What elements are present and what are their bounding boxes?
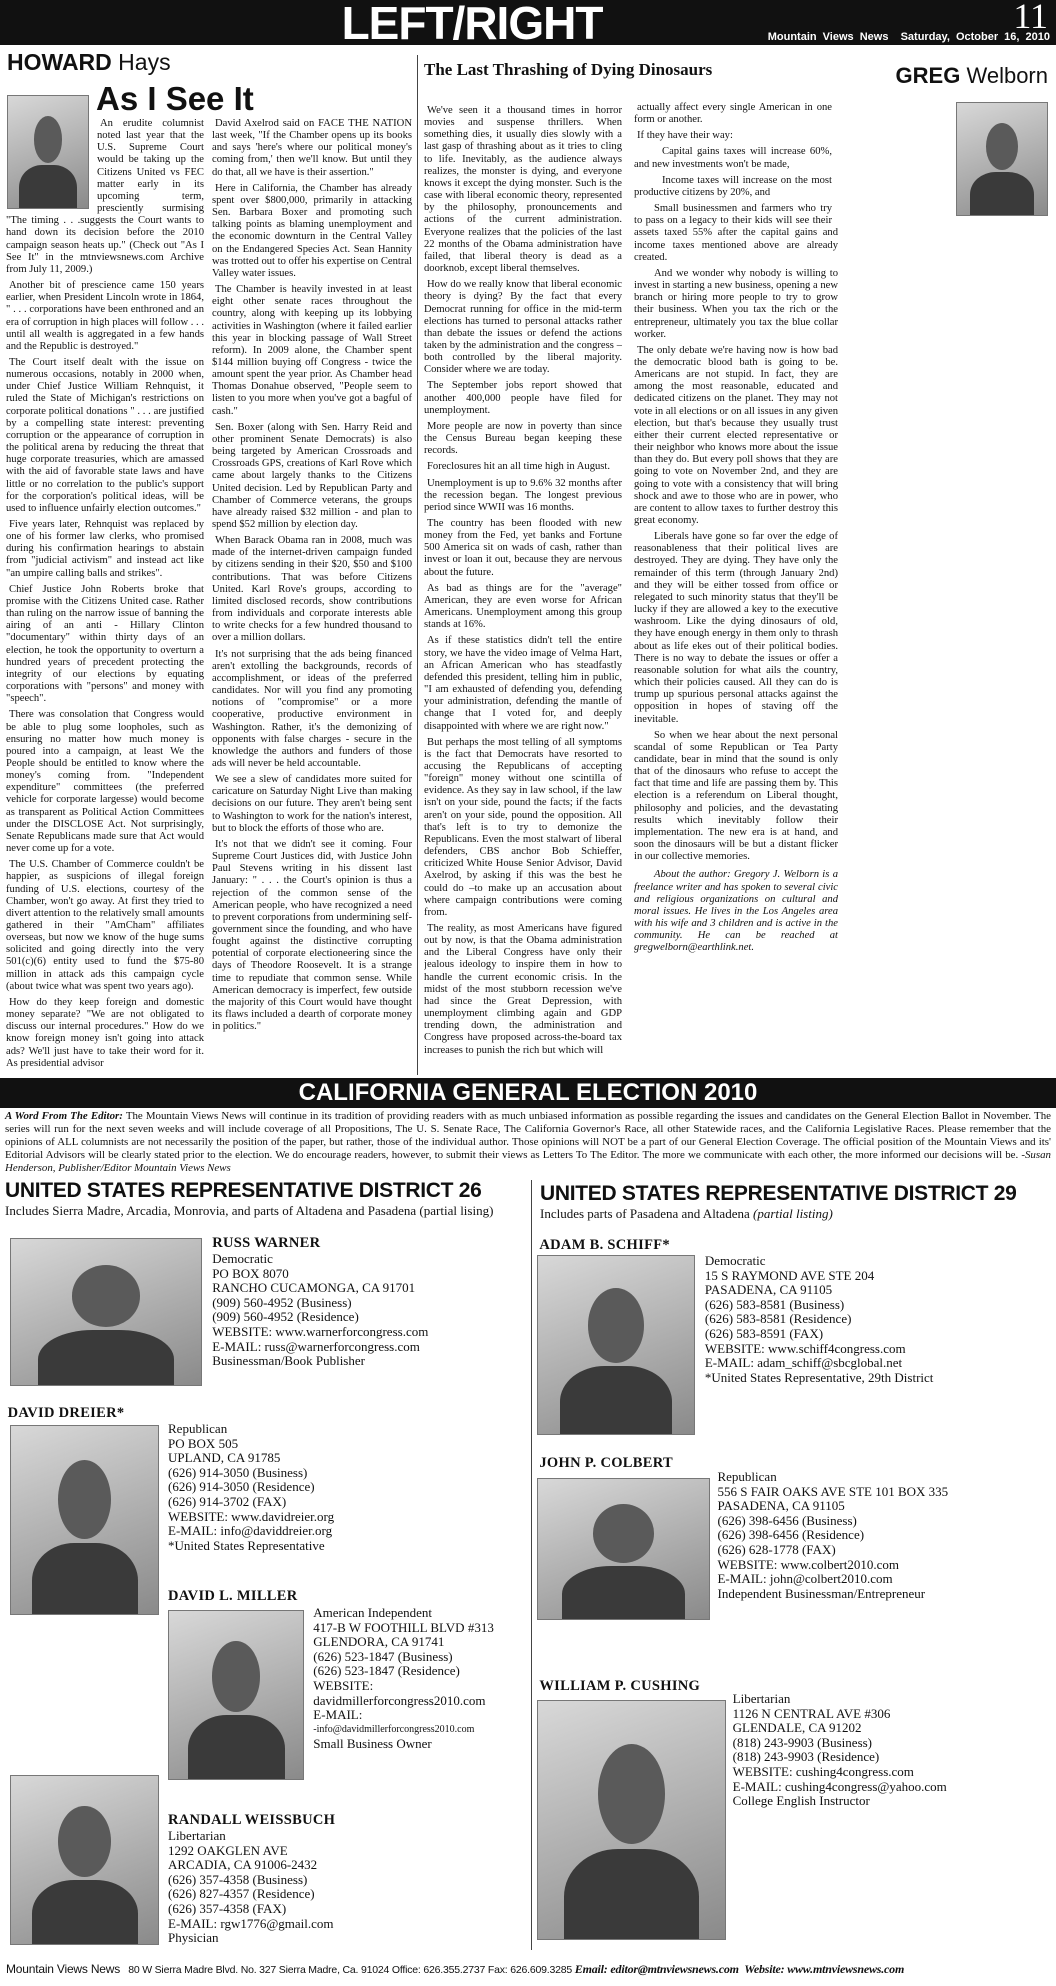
paragraph: Income taxes will increase on the most productive citizens by 20%, and bbox=[634, 174, 832, 198]
paragraph: The country has been flooded with new money from the Fed, yet banks and Fortune 500 America sit on wads of cash, rather than invest or loan it out, because they are nervous about the future. bbox=[424, 518, 622, 578]
editor-note bbox=[5, 1110, 1051, 1175]
candidate-photo bbox=[168, 1610, 304, 1780]
paragraph: Five years later, Rehnquist was replaced by one of his former law clerks, who promised during his confirmation hearings to abstain from "judicial activism" and instead act like "an umpire calling balls and strikes". bbox=[6, 519, 204, 579]
candidate-info-line: Independent Businessman/Entrepreneur bbox=[717, 1585, 926, 1601]
candidate-info-line: E-MAIL: john@colbert2010.com bbox=[717, 1571, 893, 1587]
right-author-byline bbox=[896, 64, 1048, 88]
candidate-info-line: WEBSITE: www.davidreier.org bbox=[168, 1508, 335, 1524]
paragraph: But perhaps the most telling of all symptoms is the fact that Democrats have resorted to accusing the Republicans of accepting "foreign" money without one scintilla of evidence. As they say in law school, if the law isn't on your side, pound the facts; if the facts aren't on your side, pound the opposition. All that's left is to try to demonize the Republicans. Even the most stalwart of liberal defenders, CBS anchor Bob Schieffer, criticized White House Senior Advisor, David Axelrod, by asking if this was the best he could do –to make up an accusation about where campaign contributions were coming from. bbox=[424, 736, 622, 918]
candidate-info-line: (626) 583-8581 (Business) bbox=[704, 1296, 845, 1312]
candidate-info-line: (626) 827-4357 (Residence) bbox=[168, 1886, 315, 1902]
candidate-info-line: Libertarian bbox=[168, 1828, 226, 1843]
paragraph: The Court itself dealt with the issue on numerous occasions, notably in 2000 when, under Chief Justice William Rehnquist, it ruled the State of Michigan's restrictions on corporate political donations " . . . are justified by a compelling state interest: preventing corruption or the appearance of corruption in the political arena by reducing the threat that huge corporate treasuries, which are amassed with the aid of favorable state laws and have little or no correlation to the public's support for the corporation's political ideas, will be used to influence unfairly election outcomes." bbox=[6, 356, 204, 514]
candidate-name: RUSS WARNER bbox=[212, 1235, 321, 1251]
candidate-info-line: College English Instructor bbox=[732, 1793, 870, 1809]
candidate-info-line: Businessman/Book Publisher bbox=[212, 1353, 365, 1369]
paragraph: When Barack Obama ran in 2008, much was made of the internet-driven campaign funded by citizens sending in their $20, $50 and $100 contributions. That was before Citizens United. Karl Rove's groups, according to limited disclosed records, show contributions from individuals and corporate interests able to write checks for a few hundred thousand to over a million dollars. bbox=[212, 535, 412, 644]
candidate-info-line: American Independent bbox=[313, 1605, 433, 1620]
election-banner: CALIFORNIA GENERAL ELECTION 2010 bbox=[0, 1078, 1056, 1108]
candidate-info-line: (626) 523-1847 (Residence) bbox=[313, 1663, 460, 1679]
paragraph: Small businessmen and farmers who try to pass on a legacy to their kids will see their assets taxed 55% after the capital gains and income taxes mentioned above are already created. bbox=[634, 203, 838, 263]
publication-name: Mountain Views News bbox=[767, 31, 889, 43]
paragraph: Foreclosures hit an all time high in August. bbox=[427, 461, 611, 473]
candidate-info-line: 1292 OAKGLEN AVE bbox=[168, 1842, 288, 1858]
candidate-info-line: (909) 560-4952 (Business) bbox=[212, 1294, 352, 1310]
candidate-info-line: Republican bbox=[168, 1421, 228, 1436]
candidate-info-line: *United States Representative, 29th District bbox=[704, 1369, 934, 1385]
candidate-info-line: (626) 398-6456 (Business) bbox=[717, 1512, 857, 1528]
candidate-info-line: (626) 523-1847 (Business) bbox=[313, 1648, 453, 1664]
candidate-photo bbox=[10, 1238, 202, 1386]
paragraph: Liberals have gone so far over the edge of reasonableness that their political lives are destroyed. They are dying. They have only the remainder of this term (through January 2nd) and they will be either tossed from office or relegated to such minority status that they'll be lucky if they are allowed a key to the executive washroom. Like the dying dinosaurs of old, they have enough energy in them only to thrash about as life ekes out of their political bodies. There is no way to debate the issues or offer a reasonable solution for what ails the country, which their policies caused. All they can do is trump up spurious personal attacks against the opposition in hopes of staving off the inevitable. bbox=[634, 531, 838, 725]
paragraph: The reality, as most Americans have figured out by now, is that the Obama administration and the Liberal Congress have only their jealous ideology to inspire them in how to handle the current economic crisis. In the midst of the most stubborn recession we've had since the Great Depression, with unemployment climbing again and GDP trending down, the administration and Congress have proposed across-the-board tax increases to punish the rich but which will bbox=[424, 923, 622, 1056]
candidate-info-line: Libertarian bbox=[732, 1691, 791, 1706]
candidate-photo bbox=[537, 1478, 710, 1620]
candidate-info-line: UPLAND, CA 91785 bbox=[168, 1450, 281, 1466]
paragraph: actually affect every single American in one form or another. bbox=[634, 102, 832, 126]
masthead bbox=[768, 31, 1050, 43]
candidate-info-line: PO BOX 8070 bbox=[212, 1265, 289, 1281]
district-29-title: UNITED STATES REPRESENTATIVE DISTRICT 29 bbox=[540, 1182, 1017, 1205]
candidate-name: RANDALL WEISSBUCH bbox=[168, 1812, 336, 1828]
left-author-byline bbox=[7, 50, 171, 74]
paragraph: How do we really know that liberal economic theory is dying? By the fact that every Democrat running for office in the mid-term elections has turned to personal attacks rather than debate the issues or defend the actions taken by the administration and the congress – both controlled by the liberal majority. Consider where we are today. bbox=[424, 279, 622, 376]
candidate-photo bbox=[10, 1425, 159, 1615]
candidate-info-line: 556 S FAIR OAKS AVE STE 101 BOX 335 bbox=[717, 1483, 949, 1499]
candidate-info-line: (626) 357-4358 (FAX) bbox=[168, 1900, 287, 1916]
candidate-info-line: WEBSITE: www.warnerforcongress.com bbox=[212, 1323, 429, 1339]
candidate-info-line: (626) 914-3702 (FAX) bbox=[168, 1493, 287, 1509]
candidate-info-line: Small Business Owner bbox=[313, 1736, 432, 1752]
left-article-col1 bbox=[6, 118, 204, 1093]
paragraph: Sen. Boxer (along with Sen. Harry Reid and other prominent Senate Democrats) is also being targeted by American Crossroads and Crossroads GPS, creations of Karl Rove which came about largely thanks to the Citizens United decision. Led by Republican Party and Chamber of Commerce veterans, the groups have already raised $32 million - and plan to spend $52 million by election day. bbox=[212, 421, 412, 530]
candidate-info-line: WEBSITE: www.schiff4congress.com bbox=[704, 1340, 906, 1356]
candidate-name: ADAM B. SCHIFF* bbox=[539, 1237, 670, 1253]
candidate-info bbox=[168, 1422, 334, 1553]
candidate-info-line: WEBSITE: bbox=[313, 1677, 374, 1693]
candidate-info-line: RANCHO CUCAMONGA, CA 91701 bbox=[212, 1280, 416, 1296]
candidate-info-line: E-MAIL: info@daviddreier.org bbox=[168, 1523, 333, 1539]
about-the-author: About the author: Gregory J. Welborn is a freelance writer and has spoken to several civic and religious organizations on cultural and moral issues. He lives in the Los Angeles area with his wife and 3 children and is active in the community. He can be reached at gregwelborn@earthlink.net. bbox=[634, 869, 838, 954]
candidate-info-line: *United States Representative bbox=[168, 1537, 325, 1553]
paragraph: As bad as things are for the "average" American, they are even worse for African Americans. Unemployment among this group stands at 16%. bbox=[424, 582, 622, 631]
candidate-info-line: PASADENA, CA 91105 bbox=[704, 1282, 833, 1298]
paragraph: As if these statistics didn't tell the entire story, we have the video image of Velma Hart, an African American who has steadfastly defended this president, telling him in public, "I am exhausted of defending you, defending your administration, defending the mantle of change that I voted for, and deeply disappointed with where we are right now." bbox=[424, 635, 622, 732]
candidate-info-line: WEBSITE: cushing4congress.com bbox=[732, 1763, 914, 1779]
author-first: GREG bbox=[895, 63, 961, 88]
author-first: HOWARD bbox=[7, 49, 112, 75]
paragraph: The only debate we're having now is how bad the democratic blood bath is going to be. Americans are not stupid. In fact, they are among the most reasonable, educated and dedicated citizens on the planet. They may not vote in all elections or on all issues in any given election, but that's because they usually trust either their current elected representative or their neighbor who knows more about the issue than they do. But every poll shows that they are going to vote on November 2nd, and they are going to vote with a consistency that will bring shock and awe to those who are in power, who are content to allow taxes to further destroy this great economy. bbox=[634, 344, 838, 526]
right-article-col4 bbox=[634, 102, 1050, 1092]
paragraph: The September jobs report showed that another 400,000 people have filed for unemployment. bbox=[424, 380, 622, 416]
paragraph: We've seen it a thousand times in horror movies and suspense thrillers. When something dies, it usually dies slowly with a last gasp of thrashing about as it tries to cling to life. Inevitably, as the audience always realizes, the monster is dying, and everyone knows it except the dying monster. Such is the case with liberal economic theory, represented by the philosophy, pronouncements and actions of the current administration. Everyone realizes that the policies of the last 22 months of the Obama administration have failed, that liberal theory is dead as a doorknob, except liberal themselves. bbox=[424, 105, 622, 275]
candidate-info-line: ARCADIA, CA 91006-2432 bbox=[168, 1857, 318, 1873]
candidate-info-line: davidmillerforcongress2010.com bbox=[313, 1692, 486, 1708]
paragraph: The Chamber is heavily invested in at least eight other senate races throughout the country, along with keeping up its lobbying activities in Washington (where it failed earlier this year in blocking passage of Wall Street reform). In 2009 alone, the Chamber spent $144 million buying off Congress - twice the amount spent the year prior. As Chamber head Thomas Donahue observed, "People seem to listen to you more when you've got a bagful of cash." bbox=[212, 284, 412, 417]
candidate-info bbox=[168, 1829, 334, 1946]
paragraph: It's not that we didn't see it coming. Four Supreme Court Justices did, with Justice John Paul Stevens writing in his dissent last January: " . . . the Court's opinion is thus a rejection of the common sense of the American people, who have recognized a need to prevent corporations from undermining self-government since the founding, and who have fought against the distinctive corrupting potential of corporate electioneering since the days of Theodore Roosevelt. It is a strange time to repudiate that common sense. While American democracy is imperfect, few outside the majority of this Court would have thought its flaws included a dearth of corporate money in politics." bbox=[212, 838, 412, 1033]
district-29-subtitle: Includes parts of Pasadena and Altadena (partial listing) bbox=[540, 1206, 833, 1221]
candidate-info-line: Republican bbox=[717, 1469, 777, 1484]
candidate-info-line: (818) 243-9903 (Residence) bbox=[732, 1749, 880, 1765]
right-article-title: The Last Thrashing of Dying Dinosaurs bbox=[424, 60, 713, 79]
candidate-info-line: (626) 583-8591 (FAX) bbox=[704, 1325, 824, 1341]
candidate-name: JOHN P. COLBERT bbox=[539, 1455, 673, 1471]
district-divider bbox=[531, 1180, 532, 1950]
candidate-info-line: PO BOX 505 bbox=[168, 1435, 239, 1451]
candidate-info bbox=[313, 1606, 494, 1752]
section-title: LEFT/RIGHT bbox=[341, 0, 603, 49]
paragraph: Chief Justice John Roberts broke that promise with the Citizens United case. Rather than ruling on the narrow issue of banning the airing of an anti - Hillary Clinton "documentary" within thirty days of an election, he took the opportunity to overturn a hundred years of precedent protecting the integrity of our elections by equating corporations with "persons" and money with "speech". bbox=[6, 583, 204, 705]
candidate-info bbox=[733, 1692, 947, 1809]
candidate-info-line: 15 S RAYMOND AVE STE 204 bbox=[704, 1267, 875, 1283]
paragraph: Unemployment is up to 9.6% 32 months after the recession began. The longest previous period since WWII was 16 months. bbox=[424, 477, 622, 513]
candidate-name: DAVID L. MILLER bbox=[168, 1588, 298, 1604]
paragraph: We see a slew of candidates more suited for caricature on Saturday Night Live than making decisions on our future. They aren't being sent to Washington to work for the nation's interest, but to block the efforts of those who are. bbox=[212, 774, 412, 834]
footer-name: Mountain Views News bbox=[6, 1962, 121, 1976]
candidate-info-line: Democratic bbox=[704, 1253, 766, 1268]
candidate-info-line: (626) 914-3050 (Business) bbox=[168, 1464, 308, 1480]
candidate-info-line: E-MAIL: adam_schiff@sbcglobal.net bbox=[704, 1355, 903, 1371]
candidate-photo bbox=[537, 1255, 695, 1435]
candidate-info-line: (626) 583-8581 (Residence) bbox=[704, 1311, 852, 1327]
candidate-info-line: PASADENA, CA 91105 bbox=[717, 1498, 845, 1514]
district-26-subtitle: Includes Sierra Madre, Arcadia, Monrovia, and parts of Altadena and Pasadena (partial lising) bbox=[5, 1203, 494, 1218]
candidate-info-line: (626) 914-3050 (Residence) bbox=[168, 1479, 315, 1495]
right-article-col3 bbox=[424, 105, 622, 1095]
candidate-photo bbox=[10, 1775, 159, 1945]
paragraph: And we wonder why nobody is willing to invest in starting a new business, opening a new branch or hiring more people to try to grow their business. When you tax the rich or the entrepreneur, ultimately you tax the blue collar worker. bbox=[634, 267, 838, 340]
paragraph: How do they keep foreign and domestic money separate? "We are not obligated to discuss our internal procedures." How do we know foreign money isn't going into attack ads? We'll just have to take their word for it. As presidential advisor bbox=[6, 996, 204, 1069]
editor-note-label: A Word From The Editor: bbox=[5, 1110, 123, 1122]
left-article-col2 bbox=[212, 118, 412, 1093]
candidate-info-line: (909) 560-4952 (Residence) bbox=[212, 1309, 359, 1325]
footer bbox=[6, 1962, 1052, 1977]
paragraph: An erudite columnist noted last year that the U.S. Supreme Court would be taking up the Citizens United vs FEC matter early in its upcoming term, presciently surmising "The timing . . .suggests the Court wants to hand down its decision before the 2010 campaign season heats up." (Check out "As I See It" in the mtnviewsnews.com Archive from July 11, 2009.) bbox=[6, 118, 204, 275]
editor-signature: -Susan Henderson, Publisher/Editor Mountain Views News bbox=[5, 1149, 1051, 1174]
candidate-info-line: (626) 398-6456 (Residence) bbox=[717, 1527, 865, 1543]
candidate-info-line: GLENDALE, CA 91202 bbox=[732, 1720, 862, 1736]
candidate-info-line: E-MAIL: bbox=[313, 1707, 363, 1723]
footer-website[interactable]: Website: www.mtnviewsnews.com bbox=[744, 1962, 905, 1976]
page-number: 11 bbox=[1013, 0, 1048, 36]
paragraph: So when we hear about the next personal scandal of some Republican or Tea Party candidate, bear in mind that the sound is only that of the dinosaurs who refuse to accept the fact that time and life are passing them by. This election is a referendum on Liberal thought, philosophy and policies, and the devastating results which inevitably follow their implementation. The new era is at hand, and soon the dinosaurs will be but a distant flicker in our collective memories. bbox=[634, 729, 838, 863]
paragraph: Capital gains taxes will increase 60%, and new investments won't be made, bbox=[634, 146, 832, 170]
candidate-info-line: 417-B W FOOTHILL BLVD #313 bbox=[313, 1619, 494, 1635]
candidate-info-line: GLENDORA, CA 91741 bbox=[313, 1634, 445, 1650]
paragraph: The U.S. Chamber of Commerce couldn't be happier, as suspicions of illegal foreign funding of U.S. elections, courtesy of the Chamber, won't go away. At first they tried to divert attention to the relatively small amounts gathered in their "AmCham" affiliates overseas, but now we know of the huge sums solicited and going directly into the very 501(c)(6) entity used to fund the $75-80 million in attack ads this campaign cycle (about twice what was spent two years ago). bbox=[6, 859, 204, 992]
candidate-info bbox=[717, 1470, 948, 1601]
author-last: Welborn bbox=[966, 63, 1048, 88]
district-26-title: UNITED STATES REPRESENTATIVE DISTRICT 26 bbox=[5, 1179, 482, 1202]
column-title: As I See It bbox=[96, 80, 254, 117]
candidate-info-line: WEBSITE: www.colbert2010.com bbox=[717, 1556, 899, 1572]
candidate-info-line: (818) 243-9903 (Business) bbox=[732, 1734, 873, 1750]
candidate-name: DAVID DREIER* bbox=[7, 1405, 125, 1421]
candidate-info bbox=[212, 1252, 428, 1369]
paragraph: Another bit of prescience came 150 years earlier, when President Lincoln wrote in 1864, " . . . corporations have been enthroned and an era of corruption in high places will follow . . . until all wealth is aggregated in a few hands and the Republic is destroyed." bbox=[6, 280, 204, 352]
paragraph: David Axelrod said on FACE THE NATION last week, "If the Chamber opens up its books and says 'here's where our political money's coming from,' then we'll know. But until they do that, all we have is their assertion." bbox=[212, 118, 412, 178]
paragraph: It's not surprising that the ads being financed aren't extolling the backgrounds, records of accomplishment, or ideas of the preferred candidates. Nor will you find any promoting notions of "compromise" or a more cooperative, productive environment in Washington. Rather, it's the demonizing of opponents with false charges - secure in the knowledge the authors and funders of those ads will never be held accountable. bbox=[212, 648, 412, 769]
candidate-info-line: E-MAIL: rgw1776@gmail.com bbox=[168, 1915, 334, 1931]
candidate-info-line: Physician bbox=[168, 1930, 219, 1946]
candidate-info-line: Democratic bbox=[212, 1251, 273, 1266]
candidate-name: WILLIAM P. CUSHING bbox=[539, 1678, 701, 1694]
paragraph: There was consolation that Congress would be able to plug some loopholes, such as ensuring no matter how much money is poured into a campaign, at least We the People should be entitled to know where the money's coming from. "Independent expenditure" committees (the preferred vehicle for corporate largesse) would become as transparent as Political Action Committees under the DISCLOSE Act. Not surprisingly, Senate Republicans made sure that Act would never come up for a vote. bbox=[6, 709, 204, 855]
editor-note-text: The Mountain Views News will continue in its tradition of providing readers with as much unbiased information as possible regarding the issues and candidates on the General Election Ballot in November. The series will run for the next seven weeks and will include coverage of all Propositions, The U. S. Senate Race, The California Governor's Race, all other Statewide races, and the California Legislative Races. Please remember that the opinions of ALL columnists are not necessarily the position of the paper, but rather, those of the individual author. Those opinions will NOT be a part of our General Election Coverage. The official position of the Mountain Views and its' Editorial Advisors will be clearly stated prior to the election. We do encourage readers, however, to submit their views as Letters To The Editor. The more we communicate with each other, the more informed our decisions will be. bbox=[5, 1110, 1051, 1161]
paragraph: More people are now in poverty than since the Census Bureau began keeping these records. bbox=[424, 420, 622, 457]
paragraph: If they have their way: bbox=[637, 130, 733, 142]
candidate-info-line: E-MAIL: russ@warnerforcongress.com bbox=[212, 1338, 420, 1354]
candidate-info-line: -info@davidmillerforcongress2010.com bbox=[313, 1723, 475, 1735]
candidate-info-line: (626) 628-1778 (FAX) bbox=[717, 1541, 836, 1557]
issue-date: Saturday, October 16, 2010 bbox=[900, 31, 1050, 43]
author-last: Hays bbox=[118, 49, 171, 75]
candidate-photo bbox=[537, 1700, 726, 1940]
footer-address: 80 W Sierra Madre Blvd. No. 327 Sierra Madre, Ca. 91024 Office: 626.355.2737 Fax: 626.609.3285 bbox=[128, 1964, 573, 1976]
candidate-info-line: 1126 N CENTRAL AVE #306 bbox=[732, 1705, 891, 1721]
paragraph: Here in California, the Chamber has already spent over $800,000, primarily in attacking Sen. Barbara Boxer and promoting such talking points as blaming unemployment and the economic downturn in the Central Valley on the Endangered Species Act. Sean Hannity was trotted out to offer his expertise on Central Valley water issues. bbox=[212, 182, 412, 279]
candidate-info-line: (626) 357-4358 (Business) bbox=[168, 1871, 308, 1887]
candidate-info bbox=[705, 1254, 934, 1385]
column-divider bbox=[417, 55, 418, 1075]
candidate-info-line: E-MAIL: cushing4congress@yahoo.com bbox=[732, 1778, 947, 1794]
footer-email[interactable]: Email: editor@mtnviewsnews.com bbox=[574, 1962, 739, 1976]
